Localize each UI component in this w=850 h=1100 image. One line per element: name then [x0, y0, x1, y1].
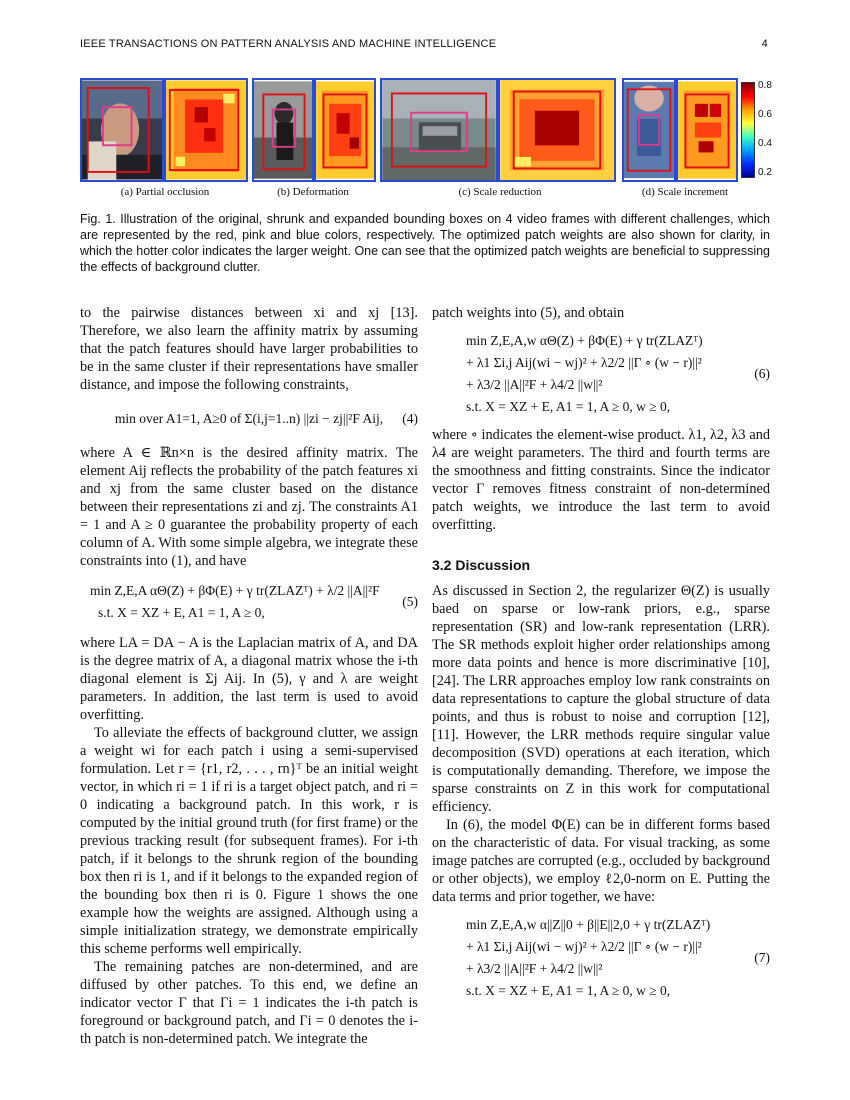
paragraph: where ∘ indicates the element-wise product. λ1, λ2, λ3 and λ4 are weight parameters. The third and fourth terms are the smoothness and fitting constraints. Since the indicator vector Γ removes fitness constraint of non-determined patch weights, we introduce the last term to avoid overfitting. [432, 427, 770, 533]
paragraph: The remaining patches are non-determined, and are diffused by other patches. To this end, we define an indicator vector Γ that Γi = 1 indicates the i-th patch is foreground or background patch, and Γi = 0 denotes the i-th patch is non-determined patch. We integrate the [80, 959, 418, 1047]
subcaption-b: (b) Deformation [277, 186, 349, 198]
equation-number: (7) [754, 950, 770, 965]
equation-number: (4) [402, 411, 418, 426]
equation-number: (6) [754, 366, 770, 381]
frame-d-weights [676, 78, 738, 182]
frame-d-photo [624, 80, 674, 180]
equation-line: min over A1=1, A≥0 of Σ(i,j=1..n) ||zi − zj||²F Aij, [114, 411, 384, 426]
equation-line: s.t. X = XZ + E, A1 = 1, A ≥ 0, w ≥ 0, [466, 983, 671, 998]
frame-a-photo [82, 80, 162, 180]
frame-a-weights [164, 78, 248, 182]
paragraph: where A ∈ ℝn×n is the desired affinity matrix. The element Aij reflects the probability of the patch features xi and xj from the same cluster based on the distance between their representations zi and zj. The constraints A1 = 1 and A ≥ 0 guarantee the probability property of each column of A. With some simple algebra, we integrate these constraints into (1), and have [80, 445, 418, 569]
colorbar-tick: 0.8 [758, 80, 772, 91]
paragraph: where LA = DA − A is the Laplacian matrix of A, and DA is the degree matrix of A, a diagonal matrix whose the i-th diagonal element is Σj Aij. In (5), γ and λ are weight parameters. In addition, the last term is used to avoid overfitting. [80, 635, 418, 723]
equation-line: + λ1 Σi,j Aij(wi − wj)² + λ2/2 ||Γ ∘ (w − r)||² [466, 355, 702, 370]
subcaption-d: (d) Scale increment [641, 186, 729, 198]
left-column [80, 304, 418, 1048]
running-header [80, 38, 768, 54]
equation-line: s.t. X = XZ + E, A1 = 1, A ≥ 0, w ≥ 0, [466, 399, 671, 414]
colorbar-tick: 0.4 [758, 138, 772, 149]
subcaption-a: (a) Partial occlusion [120, 186, 210, 198]
equation-line: s.t. X = XZ + E, A1 = 1, A ≥ 0, [98, 605, 265, 620]
frame-c-heatmap [500, 80, 614, 180]
figure-caption: Fig. 1. Illustration of the original, shrunk and expanded bounding boxes on 4 video frames with different challenges, which are represented by the red, pink and blue colors, respectively. The optimized patch weights are also shown for clarity, in which the hotter color indicates the larger weight. One can see that the optimized patch weights are beneficial to suppressing the effects of background clutter. [80, 212, 770, 274]
frame-b-heatmap [316, 80, 374, 180]
paragraph: to the pairwise distances between xi and xj [13]. Therefore, we also learn the affinity matrix by assuming that the patch features should have larger probabilities to be in the same cluster if their representations have smaller distance, and impose the following constraints, [80, 305, 418, 393]
equation-4 [80, 408, 418, 430]
frame-b-image [252, 78, 314, 182]
right-column [432, 304, 770, 1010]
paragraph: patch weights into (5), and obtain [432, 305, 625, 321]
subcaption-c: (c) Scale reduction [458, 186, 542, 198]
equation-7 [432, 914, 770, 1002]
frame-a-image [80, 78, 164, 182]
journal-title: IEEE TRANSACTIONS ON PATTERN ANALYSIS AND MACHINE INTELLIGENCE [80, 38, 497, 50]
colorbar-tick: 0.2 [758, 167, 772, 178]
paragraph: As discussed in Section 2, the regularizer Θ(Z) is usually baed on sparse or low-rank priors, e.g., sparse representation (SR) and low-rank representation (LRR). The SR methods exploit higher order relationships among more data points and hence is more discriminative [10], [24]. The LRR approaches employ low rank constraints on data representations to capture the global structure of data points, and thus is robust to noise and corruption [12], [11]. However, the LRR methods require singular value decomposition (SVD) operations at each iteration, which is computationally demanding. Therefore, we impose the sparse constraints on Z in this work for computational efficiency. [432, 583, 770, 815]
paragraph: In (6), the model Φ(E) can be in different forms based on the characteristic of data. For visual tracking, as some image patches are corrupted (e.g., occluded by background or other objects), we employ ℓ2,0-norm on E. Putting the data terms and prior together, we have: [432, 817, 770, 905]
equation-line: min Z,E,A,w α||Z||0 + β||E||2,0 + γ tr(ZLAZᵀ) [466, 917, 711, 932]
equation-line: + λ1 Σi,j Aij(wi − wj)² + λ2/2 ||Γ ∘ (w − r)||² [466, 939, 702, 954]
frame-a-heatmap [166, 80, 246, 180]
colorbar [741, 82, 755, 178]
frame-b-weights [314, 78, 376, 182]
colorbar-tick: 0.6 [758, 109, 772, 120]
page-number: 4 [761, 38, 768, 50]
section-heading: 3.2 Discussion [432, 557, 531, 573]
equation-line: min Z,E,A αΘ(Z) + βΦ(E) + γ tr(ZLAZᵀ) + λ/2 ||A||²F [90, 583, 380, 598]
equation-line: + λ3/2 ||A||²F + λ4/2 ||w||² [466, 377, 603, 392]
equation-5 [80, 580, 418, 624]
equation-line: min Z,E,A,w αΘ(Z) + βΦ(E) + γ tr(ZLAZᵀ) [466, 333, 703, 348]
frame-c-weights [498, 78, 616, 182]
frame-b-photo [254, 80, 312, 180]
equation-number: (5) [402, 594, 418, 609]
equation-line: + λ3/2 ||A||²F + λ4/2 ||w||² [466, 961, 603, 976]
frame-c-image [380, 78, 498, 182]
frame-c-photo [382, 80, 496, 180]
paragraph: To alleviate the effects of background clutter, we assign a weight wi for each patch i using a semi-supervised formulation. Let r = {r1, r2, . . . , rn}ᵀ be an initial weight vector, in which ri = 1 if ri is a target object patch, and ri = 0 indicating a background patch. In this work, r is computed by the initial ground truth (for first frame) or the previous tracking result (for subsequent frames). For i-th patch, if it belongs to the shrunk region of the bounding box then ri is 1, and if it belongs to the expanded region of the bounding box then ri is 0. Figure 1 shows the one example how the weights are assigned. Although using a simple initialization strategy, we demonstrate empirically this scheme performs well empirically. [80, 725, 418, 957]
frame-d-heatmap [678, 80, 736, 180]
frame-d-image [622, 78, 676, 182]
equation-6 [432, 330, 770, 418]
